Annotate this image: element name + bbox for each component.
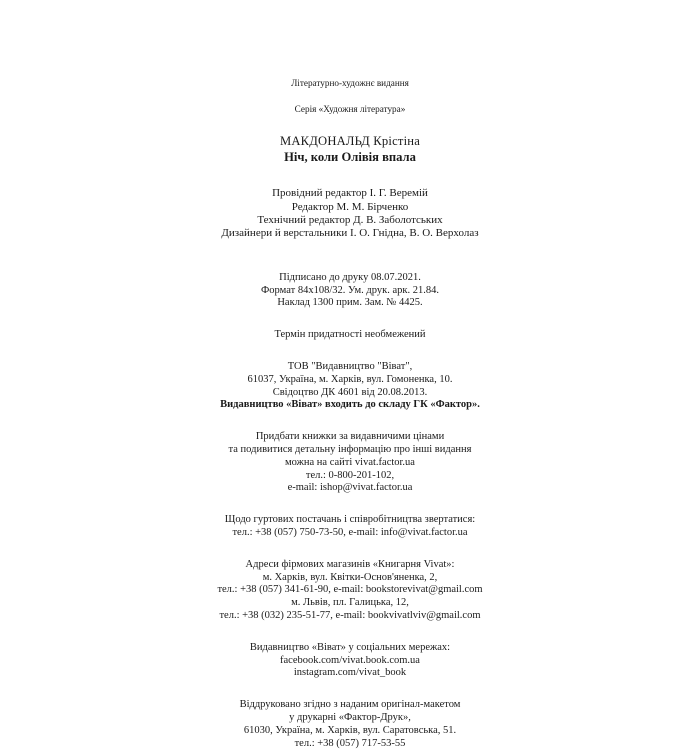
credit-line: Провідний редактор І. Г. Веремій <box>120 187 580 200</box>
series-label: Серія «Художня література» <box>120 104 580 115</box>
book-title: Ніч, коли Олівія впала <box>120 150 580 165</box>
printer-line: Віддруковано згідно з наданим оригінал-макетом <box>120 699 580 712</box>
retail-line: можна на сайті vivat.factor.ua <box>120 457 580 470</box>
social-block <box>120 642 580 680</box>
retail-phone: тел.: 0-800-201-102, <box>120 470 580 483</box>
retail-line: Придбати книжки за видавничими цінами <box>120 431 580 444</box>
shelf-life: Термін придатності необмежений <box>120 329 580 342</box>
publisher-block <box>120 361 580 412</box>
spacer <box>120 89 580 104</box>
author-block <box>120 134 580 165</box>
credits-block <box>120 187 580 241</box>
edition-type-block <box>120 78 580 89</box>
stores-heading: Адреси фірмових магазинів «Книгарня Vivat»: <box>120 559 580 572</box>
spacer <box>120 495 580 514</box>
series-block <box>120 104 580 115</box>
production-line: Наклад 1300 прим. Зам. № 4425. <box>120 297 580 310</box>
spacer <box>120 540 580 559</box>
store-address: м. Львів, пл. Галицька, 12, <box>120 597 580 610</box>
retail-email: e-mail: ishop@vivat.factor.ua <box>120 482 580 495</box>
store-contact: тел.: +38 (057) 341-61-90, e-mail: bookstorevivat@gmail.com <box>120 584 580 597</box>
spacer <box>120 342 580 361</box>
shelf-life-block <box>120 329 580 342</box>
credit-line: Дизайнери й верстальники І. О. Гнідна, В. О. Верхолаз <box>120 227 580 240</box>
author-name: МАКДОНАЛЬД Крістіна <box>120 134 580 149</box>
spacer <box>120 310 580 329</box>
spacer <box>120 241 580 263</box>
social-heading: Видавництво «Віват» у соціальних мережах: <box>120 642 580 655</box>
edition-type: Літературно-художнє видання <box>120 78 580 89</box>
wholesale-block <box>120 514 580 540</box>
publisher-line: 61037, Україна, м. Харків, вул. Гомоненка, 10. <box>120 374 580 387</box>
credit-line: Редактор М. М. Бірченко <box>120 201 580 214</box>
facebook-link: facebook.com/vivat.book.com.ua <box>120 655 580 668</box>
printer-block <box>120 699 580 750</box>
retail-block <box>120 431 580 495</box>
production-block <box>120 272 580 310</box>
credit-line: Технічний редактор Д. В. Заболотських <box>120 214 580 227</box>
instagram-link: instagram.com/vivat_book <box>120 667 580 680</box>
retail-line: та подивитися детальну інформацію про інші видання <box>120 444 580 457</box>
wholesale-contact: тел.: +38 (057) 750-73-50, e-mail: info@vivat.factor.ua <box>120 527 580 540</box>
wholesale-line: Щодо гуртових постачань і співробітництва звертатися: <box>120 514 580 527</box>
spacer <box>120 115 580 134</box>
publisher-group-note: Видавництво «Віват» входить до складу ГК «Фактор». <box>120 399 580 412</box>
store-address: м. Харків, вул. Квітки-Основ'яненка, 2, <box>120 572 580 585</box>
production-line: Підписано до друку 08.07.2021. <box>120 272 580 285</box>
printer-name: у друкарні «Фактор-Друк», <box>120 712 580 725</box>
printer-address: 61030, Україна, м. Харків, вул. Саратовська, 51. <box>120 725 580 738</box>
printer-phone: тел.: +38 (057) 717-53-55 <box>120 738 580 750</box>
stores-block <box>120 559 580 623</box>
spacer <box>120 165 580 187</box>
publisher-line: ТОВ "Видавництво "Віват", <box>120 361 580 374</box>
spacer <box>120 680 580 699</box>
spacer <box>120 412 580 431</box>
spacer <box>120 263 580 272</box>
store-contact: тел.: +38 (032) 235-51-77, e-mail: bookvivatlviv@gmail.com <box>120 610 580 623</box>
production-line: Формат 84х108/32. Ум. друк. арк. 21.84. <box>120 285 580 298</box>
publisher-line: Свідоцтво ДК 4601 від 20.08.2013. <box>120 387 580 400</box>
spacer <box>120 623 580 642</box>
